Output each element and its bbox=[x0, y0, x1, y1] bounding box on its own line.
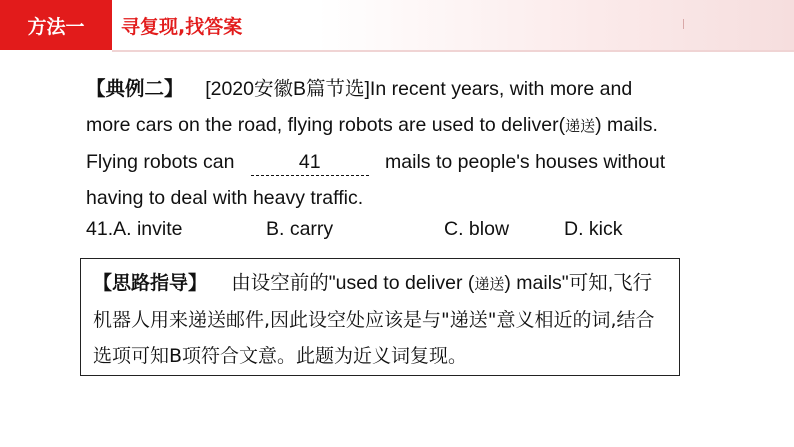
guide-line-3: 选项可知B项符合文意。此题为近义词复现。 bbox=[93, 345, 468, 367]
example-passage bbox=[86, 71, 670, 216]
passage-line-4: having to deal with heavy traffic. bbox=[86, 187, 364, 209]
passage-line-1 bbox=[86, 71, 670, 107]
guide-box bbox=[80, 258, 680, 376]
example-label: 【典例二】 bbox=[86, 77, 184, 100]
option-b[interactable]: B. carry bbox=[266, 218, 334, 240]
header-bar bbox=[0, 0, 794, 50]
passage-line-3 bbox=[86, 144, 670, 180]
passage-text: [2020安徽B篇节选]In recent years, with more and bbox=[205, 78, 633, 100]
method-tab[interactable]: 方法一 bbox=[0, 0, 112, 50]
section-title: 寻复现,找答案 bbox=[121, 16, 243, 38]
guide-label: 【思路指导】 bbox=[93, 272, 208, 294]
guide-text: ) mails"可知,飞行 bbox=[504, 272, 653, 294]
passage-text: ) mails. bbox=[595, 114, 658, 136]
passage-text: mails to people's houses without bbox=[385, 151, 666, 173]
header-divider bbox=[683, 19, 684, 29]
guide-line-2: 机器人用来递送邮件,因此设空处应该是与"递送"意义相近的词,结合 bbox=[93, 309, 655, 331]
option-c[interactable]: C. blow bbox=[444, 218, 510, 240]
passage-line-2 bbox=[86, 107, 670, 144]
header-underline bbox=[112, 50, 794, 52]
answer-options bbox=[86, 218, 686, 246]
passage-text: more cars on the road, flying robots are used to deliver( bbox=[86, 114, 566, 136]
passage-text: Flying robots can bbox=[86, 151, 235, 173]
blank-number: 41 bbox=[298, 151, 321, 173]
answer-blank bbox=[251, 144, 369, 180]
guide-text: 由设空前的"used to deliver ( bbox=[231, 272, 475, 294]
handwritten-gloss: 递送 bbox=[565, 117, 596, 135]
option-d[interactable]: D. kick bbox=[564, 218, 623, 240]
option-a[interactable]: 41.A. invite bbox=[86, 218, 183, 240]
handwritten-gloss: 递送 bbox=[474, 275, 505, 293]
guide-line-1 bbox=[93, 265, 669, 302]
